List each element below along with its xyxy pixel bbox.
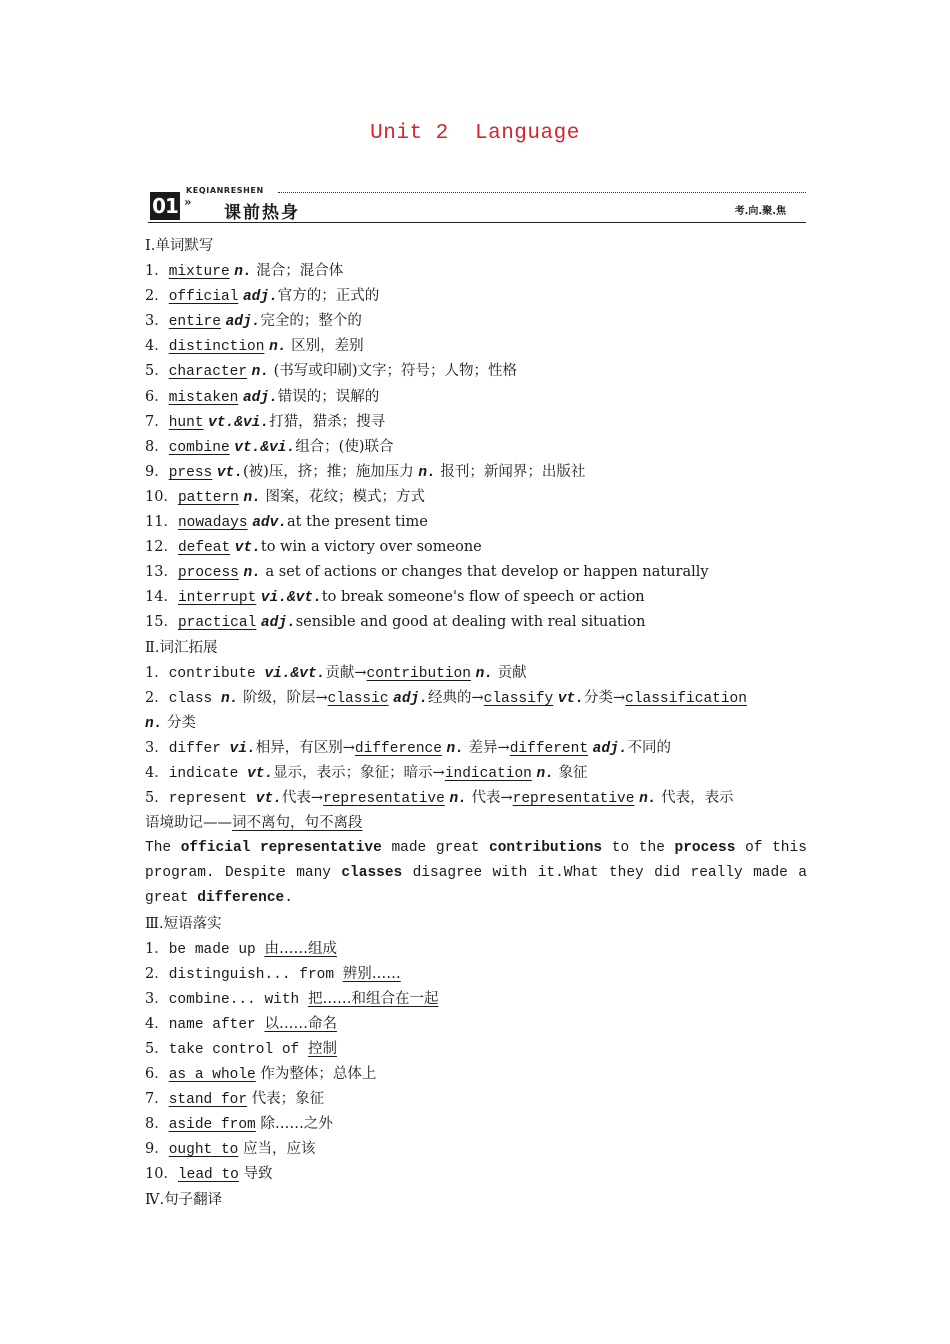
banner-label: KEQIANRESHEN (186, 186, 264, 195)
word-item: 11．nowadays adv.at the present time (145, 514, 428, 532)
worksheet-body (145, 234, 807, 1213)
paragraph-word: a (798, 865, 807, 882)
section-heading: Ⅲ.短语落实 (145, 915, 222, 932)
word-item: 6．mistaken adj.错误的；误解的 (145, 388, 380, 406)
banner-dotted-rule (278, 192, 806, 193)
paragraph-word: this (772, 840, 807, 857)
paragraph-word: made (391, 840, 427, 857)
word-item: 5．character n. (书写或印刷)文字；符号；人物；性格 (145, 363, 517, 381)
paragraph-word: of (745, 840, 763, 857)
example-paragraph-line (145, 836, 807, 861)
paragraph-word: it.What (537, 865, 599, 882)
extension-line: 1．contribute vi.&vt.贡献→contribution n. 贡献 (145, 664, 527, 682)
paragraph-word: many (296, 865, 332, 882)
paragraph-word: Despite (224, 865, 286, 882)
phrase-list (145, 937, 807, 1188)
paragraph-word: did (654, 865, 681, 882)
section-banner (148, 186, 806, 224)
word-item: 7．hunt vt.&vi.打猎，猎杀；搜寻 (145, 413, 386, 431)
word-item: 14．interrupt vi.&vt.to break someone's flow of speech or action (145, 589, 645, 607)
extension-line: 3．differ vi.相异，有区别→difference n. 差异→different adj.不同的 (145, 739, 671, 757)
phrase-item: 4．name after 以……命名 (145, 1015, 337, 1033)
word-item: 10．pattern n. 图案，花纹；模式；方式 (145, 488, 425, 506)
example-paragraph-line (145, 861, 807, 886)
paragraph-word: great (435, 840, 480, 857)
paragraph-word: process (674, 840, 736, 857)
word-item: 15．practical adj.sensible and good at dealing with real situation (145, 614, 646, 632)
word-item: 9．press vt.(被)压，挤；推；施加压力 n. 报刊；新闻界；出版社 (145, 463, 586, 481)
banner-right-label: 考.向.聚.焦 (734, 206, 786, 217)
extension-line: 5．represent vt.代表→representative n. 代表→representative n. 代表，表示 (145, 790, 734, 808)
paragraph-word: disagree (412, 865, 483, 882)
word-list (145, 259, 807, 635)
phrase-item: 1．be made up 由……组成 (145, 940, 337, 958)
paragraph-word: contributions (489, 840, 603, 857)
paragraph-word: representative (259, 840, 382, 857)
word-item: 12．defeat vt.to win a victory over someone (145, 539, 482, 557)
extension-line: n. 分类 (145, 714, 197, 732)
paragraph-word: official (180, 840, 251, 857)
paragraph-word: The (145, 840, 172, 857)
phrase-item: 10．lead to 导致 (145, 1166, 273, 1184)
phrase-item: 3．combine... with 把……和组合在一起 (145, 990, 439, 1008)
section-heading: Ⅳ.句子翻译 (145, 1191, 223, 1208)
banner-heading: 课前热身 (224, 203, 300, 223)
phrase-item: 6．as a whole 作为整体；总体上 (145, 1066, 377, 1084)
memo-line: 语境助记——词不离句，句不离段 (145, 815, 363, 832)
word-item: 1．mixture n. 混合；混合体 (145, 263, 344, 281)
paragraph-word: they (608, 865, 644, 882)
paragraph-word: with (492, 865, 528, 882)
paragraph-word: really (690, 865, 743, 882)
phrase-item: 8．aside from 除……之外 (145, 1116, 333, 1134)
word-item: 3．entire adj.完全的；整个的 (145, 313, 362, 331)
phrase-item: 5．take control of 控制 (145, 1041, 337, 1058)
extension-line: 2．class n. 阶级，阶层→classic adj.经典的→classify vt.分类→classification (145, 689, 747, 707)
paragraph-word: made (753, 865, 788, 882)
phrase-item: 9．ought to 应当，应该 (145, 1141, 316, 1159)
section-heading: Ⅰ.单词默写 (145, 238, 214, 254)
phrase-item: 2．distinguish... from 辨别…… (145, 965, 401, 983)
example-paragraph-line: great difference. (145, 890, 293, 907)
section-heading: Ⅱ.词汇拓展 (145, 639, 218, 656)
banner-number: 01 (150, 192, 180, 220)
extension-line: 4．indicate vt.显示，表示；象征；暗示→indication n. 象征 (145, 764, 588, 782)
paragraph-word: to (611, 840, 630, 857)
word-item: 2．official adj.官方的；正式的 (145, 288, 380, 306)
word-item: 13．process n. a set of actions or changes that develop or happen naturally (145, 564, 709, 582)
paragraph-word: the (638, 840, 665, 857)
phrase-item: 7．stand for 代表；象征 (145, 1091, 325, 1109)
paragraph-word: program. (145, 865, 215, 882)
word-item: 4．distinction n. 区别，差别 (145, 338, 364, 356)
banner-underline (148, 222, 806, 223)
word-item: 8．combine vt.&vi.组合；(使)联合 (145, 438, 394, 456)
paragraph-word: classes (341, 865, 403, 882)
page-title: Unit 2 Language (370, 122, 580, 145)
chevron-right-icon: » (184, 195, 192, 209)
